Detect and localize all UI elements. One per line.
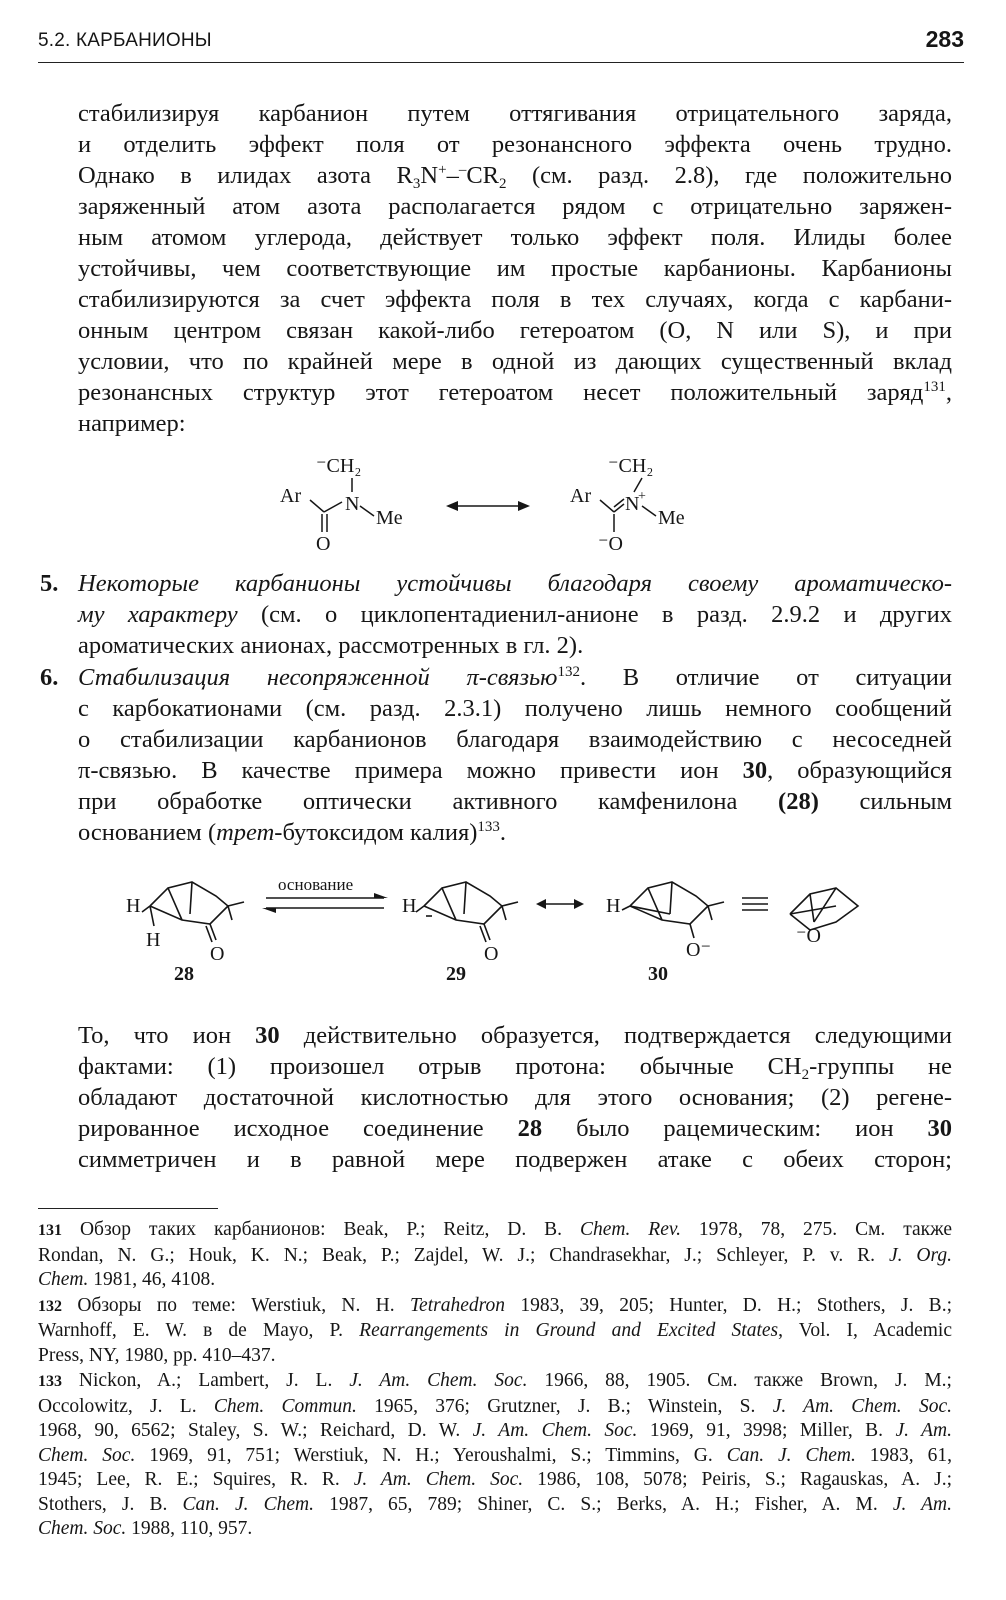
text-line: симметричен и в равной мере подвержен атаке с обеих сторон; xyxy=(78,1146,952,1173)
scheme-camphenilone xyxy=(120,862,880,984)
oxide-label: ⁻O xyxy=(598,533,623,555)
footnote-132: 132 Обзоры по теме: Werstiuk, N. H. Tetrahedron 1983, 39, 205; Hunter, D. H.; Stothers, J. B.; Warnhoff, E. W. в de Mayo, P. Rearrangements in Ground and Excited States, Vol. I, Academic Press, NY, 1980, pp. 410–437. xyxy=(38,1294,952,1366)
page-number: 283 xyxy=(925,26,964,52)
compound-label-29: 29 xyxy=(446,963,466,984)
oxide-label: ⁻O xyxy=(796,925,821,947)
text-line: при обработке оптически активного камфенилона (28) сильным xyxy=(78,788,953,815)
hydrogen-label: H xyxy=(606,895,621,917)
hydrogen-label: H xyxy=(146,929,161,951)
text-line: фактами: (1) произошел отрыв протона: обычные $CH_2$-группы не xyxy=(78,1053,953,1083)
text-line: например: xyxy=(78,410,186,437)
reagent-label: основание xyxy=(278,875,354,894)
text-line: Однако в илидах азота $R_3N^+-^-CR_2$ (см. разд. 2.8), где положительно xyxy=(78,162,952,192)
paragraph-2 xyxy=(78,1020,952,1175)
item-number: 6. xyxy=(40,664,59,691)
compound-label-28: 28 xyxy=(174,963,194,984)
text-line: и отделить эффект поля от резонансного эффекта очень трудно. xyxy=(78,131,952,158)
hydrogen-label: H xyxy=(126,895,141,917)
footnote-ref-133: 133 xyxy=(477,819,500,835)
text-line: с карбокатионами (см. разд. 2.3.1) получено лишь немного сообщений xyxy=(78,695,952,722)
text-line: π-связью. В качестве примера можно привести ион 30, образующийся xyxy=(78,757,952,784)
ch2-label: ⁻CH₂ xyxy=(316,455,362,477)
page-header xyxy=(38,26,964,63)
aryl-label: Ar xyxy=(280,485,302,507)
text-line: о стабилизации карбанионов благодаря взаимодействию с несоседней xyxy=(78,726,952,753)
item-number: 5. xyxy=(40,570,59,597)
footnote-131: 131 Обзор таких карбанионов: Beak, P.; Reitz, D. B. Chem. Rev. 1978, 78, 275. См. также Rondan, N. G.; Houk, K. N.; Beak, P.; Zajdel, W. J.; Chandrasekhar, J.; Schleyer, P. v. R. J. Org. Chem. 1981, 46, 4108. xyxy=(38,1219,952,1290)
paragraph-1 xyxy=(78,98,952,439)
text-line: условии, что по крайней мере в одной из дающих существенный вклад xyxy=(78,348,952,375)
scheme-amide-resonance xyxy=(280,448,710,558)
footnote-ref-131: 131 xyxy=(923,379,946,395)
oxygen-label: O xyxy=(210,943,225,965)
oxygen-label: O xyxy=(484,943,499,965)
text-line: онным центром связан какой-либо гетероатом (O, N или S), и при xyxy=(78,317,952,344)
text-line: ароматических анионах, рассмотренных в гл. 2). xyxy=(78,632,584,659)
text-line: основанием (трет-бутоксидом калия)$^{133}$. xyxy=(78,819,507,846)
nitrogen-label: N xyxy=(345,493,360,515)
text-line: ным атомом углерода, действует только эффект поля. Илиды более xyxy=(78,224,952,251)
text-line: заряженный атом азота располагается рядом с отрицательно заряжен- xyxy=(78,193,952,220)
text-line: обладают достаточной кислотностью для этого основания; (2) регене- xyxy=(78,1084,952,1111)
nitrogen-label: N xyxy=(625,493,640,515)
methyl-label: Me xyxy=(658,507,685,529)
text-line: Стабилизация несопряженной π-связью$^{132}$. В отличие от ситуации xyxy=(78,664,952,691)
running-head: 5.2. КАРБАНИОНЫ xyxy=(38,30,212,51)
methyl-label: Me xyxy=(376,507,403,529)
footnote-divider xyxy=(38,1208,218,1209)
text-line: му характеру (см. о циклопентадиенил-анионе в разд. 2.9.2 и других xyxy=(78,601,952,628)
text-line: Некоторые карбанионы устойчивы благодаря своему ароматическо- xyxy=(78,570,952,597)
text-line: То, что ион 30 действительно образуется, подтверждается следующими xyxy=(78,1022,953,1049)
ch2-label: ⁻CH₂ xyxy=(608,455,654,477)
oxygen-label: O xyxy=(316,533,331,555)
footnote-ref-132: 132 xyxy=(557,664,580,680)
footnotes xyxy=(38,1218,952,1543)
text-line: стабилизируя карбанион путем оттягивания отрицательного заряда, xyxy=(78,100,952,127)
compound-label-30: 30 xyxy=(648,963,668,984)
text-line: устойчивы, чем соответствующие им простые карбанионы. Карбанионы xyxy=(78,255,952,282)
aryl-label: Ar xyxy=(570,485,592,507)
text-line: рированное исходное соединение 28 было рацемическим: ион 30 xyxy=(78,1115,952,1142)
text-line: стабилизируются за счет эффекта поля в тех случаях, когда с карбани- xyxy=(78,286,952,313)
text-line: резонансных структур этот гетероатом несет положительный заряд$^{131}$, xyxy=(78,379,952,406)
oxide-label: O⁻ xyxy=(686,939,711,961)
plus-charge: + xyxy=(638,489,646,504)
hydrogen-label: H xyxy=(402,895,417,917)
footnote-133: 133 Nickon, A.; Lambert, J. L. J. Am. Chem. Soc. 1966, 88, 1905. См. также Brown, J. M.; Occolowitz, J. L. Chem. Commun. 1965, 376; Grutzner, J. B.; Winstein, S. J. Am. Chem. Soc. 1968, 90, 6562; Staley, S. W.; Reichard, D. W. J. Am. Chem. Soc. 1969, 91, 3998; Miller, B. J. Am. Chem. Soc. 1969, 91, 751; Werstiuk, N. H.; Yeroushalmi, S.; Timmins, G. Can. J. Chem. 1983, 61, 1945; Lee, R. E.; Squires, R. R. J. Am. Chem. Soc. 1986, 108, 5078; Peiris, S.; Ragauskas, A. J.; Stothers, J. B. Can. J. Chem. 1987, 65, 789; Shiner, C. S.; Berks, A. H.; Fisher, A. M. J. Am. Chem. Soc. 1988, 110, 957. xyxy=(38,1370,953,1539)
